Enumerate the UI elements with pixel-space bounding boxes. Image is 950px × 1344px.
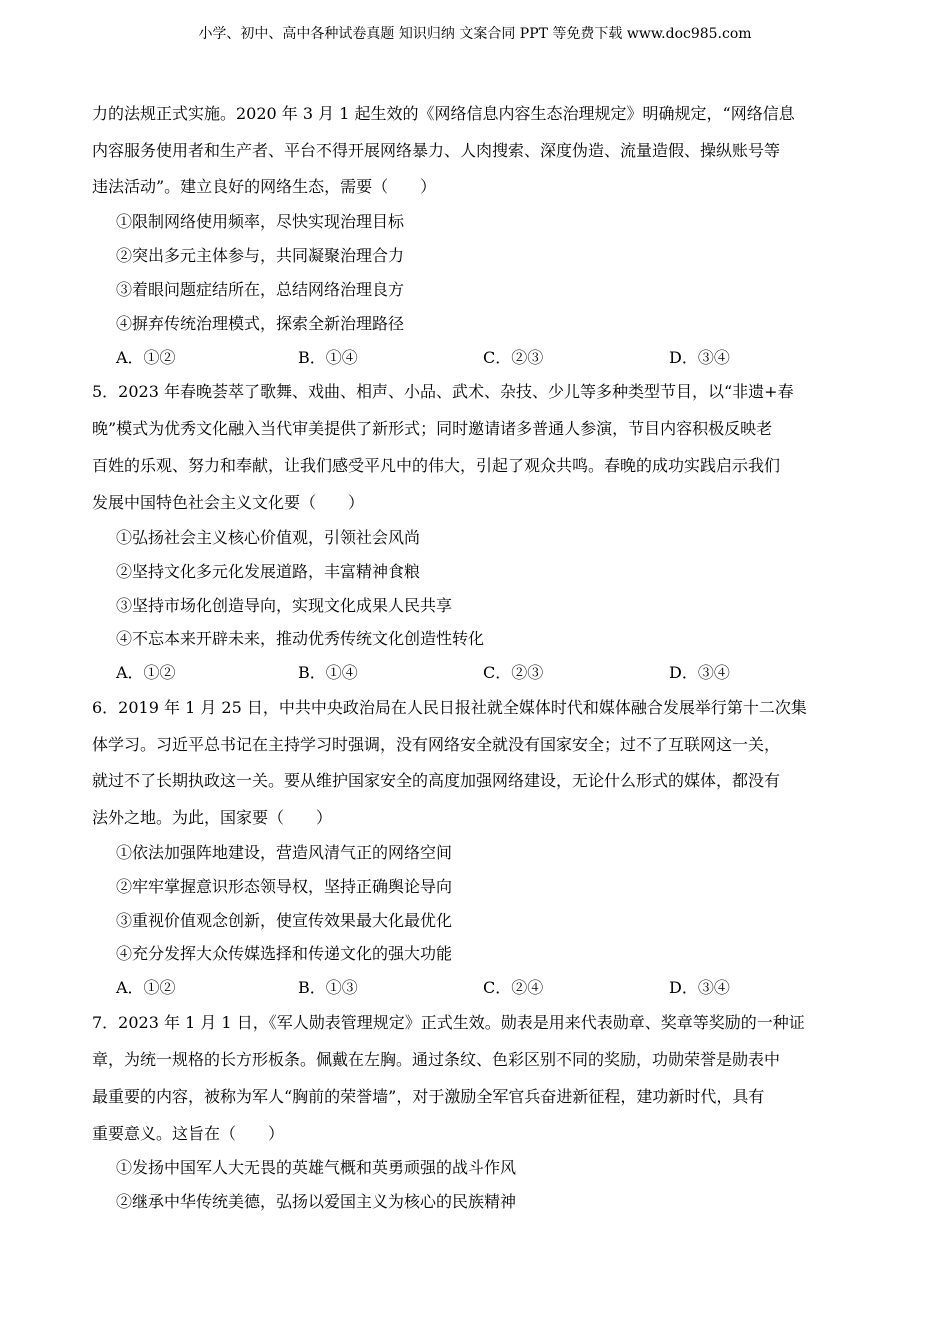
q4-option-2: ②突出多元主体参与，共同凝聚治理合力 — [116, 246, 405, 265]
q5-option-4: ④不忘本来开辟未来，推动优秀传统文化创造性转化 — [116, 629, 485, 648]
q5-option-2: ②坚持文化多元化发展道路，丰富精神食粮 — [116, 562, 421, 581]
q7-stem-line-3: 最重要的内容，被称为军人“胸前的荣誉墙”，对于激励全军官兵奋进新征程，建功新时代，具有 — [92, 1087, 765, 1106]
q5-stem-line-4: 发展中国特色社会主义文化要（ ） — [92, 493, 365, 512]
q6-option-1: ①依法加强阵地建设，营造风清气正的网络空间 — [116, 843, 453, 862]
q6-choice-c: C．②④ — [483, 978, 544, 997]
q4-stem-line-2: 内容服务使用者和生产者、平台不得开展网络暴力、人肉搜索、深度伪造、流量造假、操纵账号等 — [92, 141, 781, 160]
q5-choice-c: C．②③ — [483, 663, 544, 682]
q7-stem-line-1: 7．2023 年 1 月 1 日，《军人勋表管理规定》正式生效。勋表是用来代表勋章、奖章等奖励的一种证 — [92, 1013, 805, 1032]
q6-option-3: ③重视价值观念创新，使宣传效果最大化最优化 — [116, 911, 453, 930]
q5-option-1: ①弘扬社会主义核心价值观，引领社会风尚 — [116, 528, 421, 547]
q4-choices — [116, 347, 836, 369]
q5-choice-d: D．③④ — [669, 663, 730, 682]
q6-choices — [116, 977, 836, 999]
q7-stem-line-2: 章，为统一规格的长方形板条。佩戴在左胸。通过条纹、色彩区别不同的奖励，功勋荣誉是勋表中 — [92, 1050, 781, 1069]
q5-choice-b: B．①④ — [298, 663, 358, 682]
q4-option-1: ①限制网络使用频率，尽快实现治理目标 — [116, 212, 405, 231]
q4-choice-d: D．③④ — [669, 348, 730, 367]
q4-choice-a: A．①② — [116, 348, 176, 367]
q4-option-3: ③着眼问题症结所在，总结网络治理良方 — [116, 280, 405, 299]
q6-option-2: ②牢牢掌握意识形态领导权，坚持正确舆论导向 — [116, 877, 453, 896]
q5-stem-line-2: 晚”模式为优秀文化融入当代审美提供了新形式；同时邀请诸多普通人参演，节目内容积极反映老 — [92, 419, 773, 438]
q6-choice-b: B．①③ — [298, 978, 358, 997]
q5-stem-line-3: 百姓的乐观、努力和奉献，让我们感受平凡中的伟大，引起了观众共鸣。春晚的成功实践启示我们 — [92, 456, 781, 475]
q5-choices — [116, 662, 836, 684]
q6-stem-line-4: 法外之地。为此，国家要（ ） — [92, 808, 333, 827]
q6-stem-line-3: 就过不了长期执政这一关。要从维护国家安全的高度加强网络建设，无论什么形式的媒体，都没有 — [92, 771, 781, 790]
q6-option-4: ④充分发挥大众传媒选择和传递文化的强大功能 — [116, 944, 453, 963]
q7-stem-line-4: 重要意义。这旨在（ ） — [92, 1124, 285, 1143]
q4-stem-line-3: 违法活动”。建立良好的网络生态，需要（ ） — [92, 177, 437, 196]
q6-choice-d: D．③④ — [669, 978, 730, 997]
q4-option-4: ④摒弃传统治理模式，探索全新治理路径 — [116, 314, 405, 333]
q6-stem-line-1: 6．2019 年 1 月 25 日，中共中央政治局在人民日报社就全媒体时代和媒体融合发展举行第十二次集 — [92, 698, 807, 717]
q6-stem-line-2: 体学习。习近平总书记在主持学习时强调，没有网络安全就没有国家安全；过不了互联网这一关， — [92, 735, 781, 754]
q4-stem-line-1: 力的法规正式实施。2020 年 3 月 1 起生效的《网络信息内容生态治理规定》明确规定，“网络信息 — [92, 104, 795, 123]
q5-choice-a: A．①② — [116, 663, 176, 682]
q6-choice-a: A．①② — [116, 978, 176, 997]
q7-option-2: ②继承中华传统美德，弘扬以爱国主义为核心的民族精神 — [116, 1192, 517, 1211]
q7-option-1: ①发扬中国军人大无畏的英雄气概和英勇顽强的战斗作风 — [116, 1158, 517, 1177]
q5-stem-line-1: 5．2023 年春晚荟萃了歌舞、戏曲、相声、小品、武术、杂技、少儿等多种类型节目，以“非遗+春 — [92, 382, 794, 401]
page-header: 小学、初中、高中各种试卷真题 知识归纳 文案合同 PPT 等免费下载 www.doc985.com — [198, 26, 752, 42]
q5-option-3: ③坚持市场化创造导向，实现文化成果人民共享 — [116, 596, 453, 615]
q4-choice-c: C．②③ — [483, 348, 544, 367]
q4-choice-b: B．①④ — [298, 348, 358, 367]
